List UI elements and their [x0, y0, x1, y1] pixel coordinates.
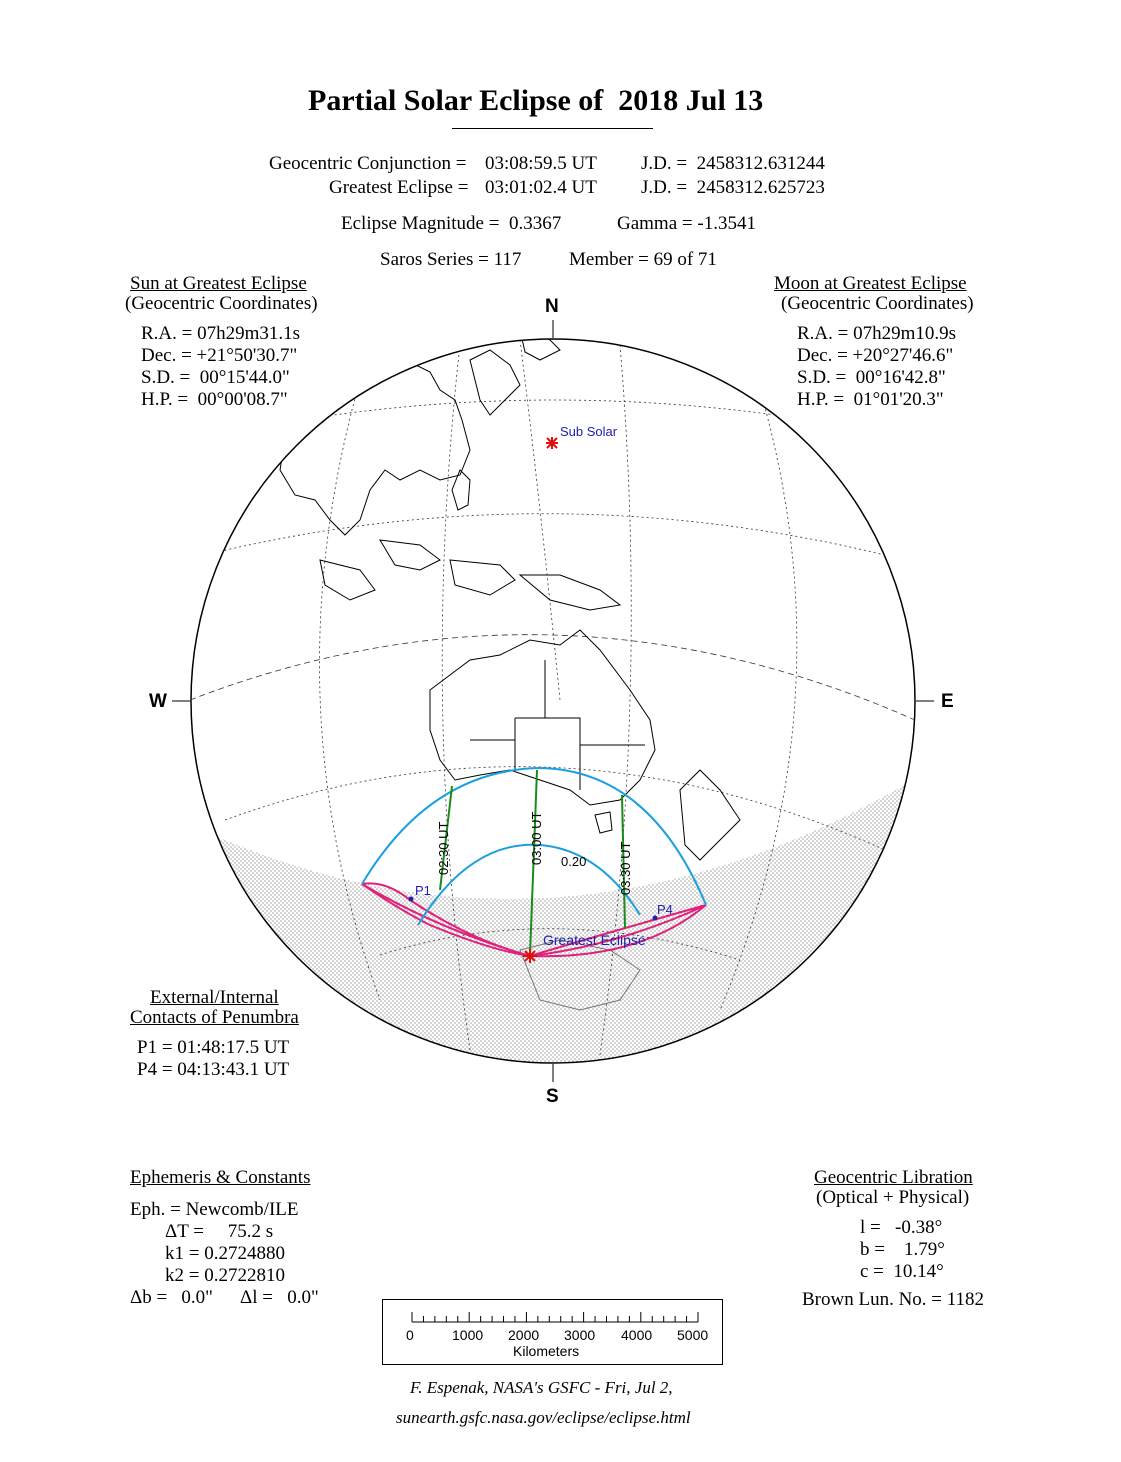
scale-label-2000: 2000	[508, 1327, 540, 1343]
ephemeris-k1: k1 = 0.2724880	[165, 1243, 285, 1264]
conjunction-jd: J.D. = 2458312.631244	[641, 153, 825, 174]
west-label: W	[149, 691, 167, 712]
ephemeris-heading: Ephemeris & Constants	[130, 1167, 311, 1188]
greatest-eclipse-jd: J.D. = 2458312.625723	[641, 177, 825, 198]
sub-solar-marker	[546, 437, 558, 449]
scale-label-3000: 3000	[564, 1327, 596, 1343]
time-label-0300: 03:00 UT	[529, 811, 544, 865]
saros-member: Member = 69 of 71	[569, 249, 717, 270]
contacts-heading-1: External/Internal	[150, 987, 279, 1008]
time-label-0230: 02:30 UT	[436, 821, 451, 875]
libration-subheading: (Optical + Physical)	[816, 1187, 970, 1208]
p1-point	[409, 897, 414, 902]
sun-subheading: (Geocentric Coordinates)	[125, 293, 318, 314]
credit-line-1: F. Espenak, NASA's GSFC - Fri, Jul 2,	[410, 1378, 673, 1397]
libration-b: b = 1.79°	[860, 1239, 945, 1260]
ephemeris-delta-t: ΔT = 75.2 s	[165, 1221, 274, 1242]
greatest-eclipse-label: Greatest Eclipse =	[329, 177, 469, 198]
libration-c: c = 10.14°	[860, 1261, 944, 1282]
moon-ra: R.A. = 07h29m10.9s	[797, 323, 957, 344]
sun-sd: S.D. = 00°15'44.0"	[141, 367, 290, 388]
ephemeris-delta-l: Δl = 0.0"	[240, 1287, 319, 1308]
magnitude-label-020: 0.20	[561, 854, 587, 869]
scale-box	[382, 1299, 723, 1365]
scale-label-4000: 4000	[621, 1327, 653, 1343]
moon-sd: S.D. = 00°16'42.8"	[797, 367, 946, 388]
scale-label-0: 0	[406, 1327, 414, 1343]
moon-heading: Moon at Greatest Eclipse	[774, 273, 967, 294]
north-label: N	[545, 296, 559, 317]
moon-hp: H.P. = 01°01'20.3"	[797, 389, 944, 410]
eclipse-magnitude: Eclipse Magnitude = 0.3367	[341, 213, 562, 234]
scale-unit: Kilometers	[513, 1343, 580, 1359]
page-title: Partial Solar Eclipse of 2018 Jul 13	[308, 84, 764, 117]
contact-p4: P4 = 04:13:43.1 UT	[137, 1059, 290, 1080]
ephemeris-delta-b: Δb = 0.0"	[130, 1287, 213, 1308]
moon-subheading: (Geocentric Coordinates)	[781, 293, 974, 314]
sun-hp: H.P. = 00°00'08.7"	[141, 389, 288, 410]
greatest-eclipse-marker	[523, 949, 537, 963]
east-label: E	[941, 691, 954, 712]
saros-series: Saros Series = 117	[380, 249, 522, 270]
ephemeris-eph: Eph. = Newcomb/ILE	[130, 1199, 299, 1220]
south-label: S	[546, 1086, 559, 1107]
contact-p1: P1 = 01:48:17.5 UT	[137, 1037, 290, 1058]
conjunction-time: 03:08:59.5 UT	[485, 153, 597, 174]
moon-dec: Dec. = +20°27'46.6"	[797, 345, 954, 366]
sun-ra: R.A. = 07h29m31.1s	[141, 323, 301, 344]
scale-label-1000: 1000	[452, 1327, 484, 1343]
sun-heading: Sun at Greatest Eclipse	[130, 273, 307, 294]
sub-solar-label: Sub Solar	[560, 424, 618, 439]
credit-line-2: sunearth.gsfc.nasa.gov/eclipse/eclipse.html	[396, 1408, 691, 1427]
conjunction-label: Geocentric Conjunction =	[269, 153, 467, 174]
contacts-heading-2: Contacts of Penumbra	[130, 1007, 299, 1028]
p1-label: P1	[415, 883, 431, 898]
greatest-eclipse-label: Greatest Eclipse	[543, 932, 646, 948]
brown-lunation-number: Brown Lun. No. = 1182	[802, 1289, 985, 1310]
time-label-0330: 03:30 UT	[618, 841, 633, 895]
libration-heading: Geocentric Libration	[814, 1167, 973, 1188]
gamma: Gamma = -1.3541	[617, 213, 756, 234]
libration-l: l = -0.38°	[860, 1217, 943, 1238]
sun-dec: Dec. = +21°50'30.7"	[141, 345, 298, 366]
p4-label: P4	[657, 902, 673, 917]
greatest-eclipse-time: 03:01:02.4 UT	[485, 177, 597, 198]
ephemeris-k2: k2 = 0.2722810	[165, 1265, 285, 1286]
scale-label-5000: 5000	[677, 1327, 709, 1343]
